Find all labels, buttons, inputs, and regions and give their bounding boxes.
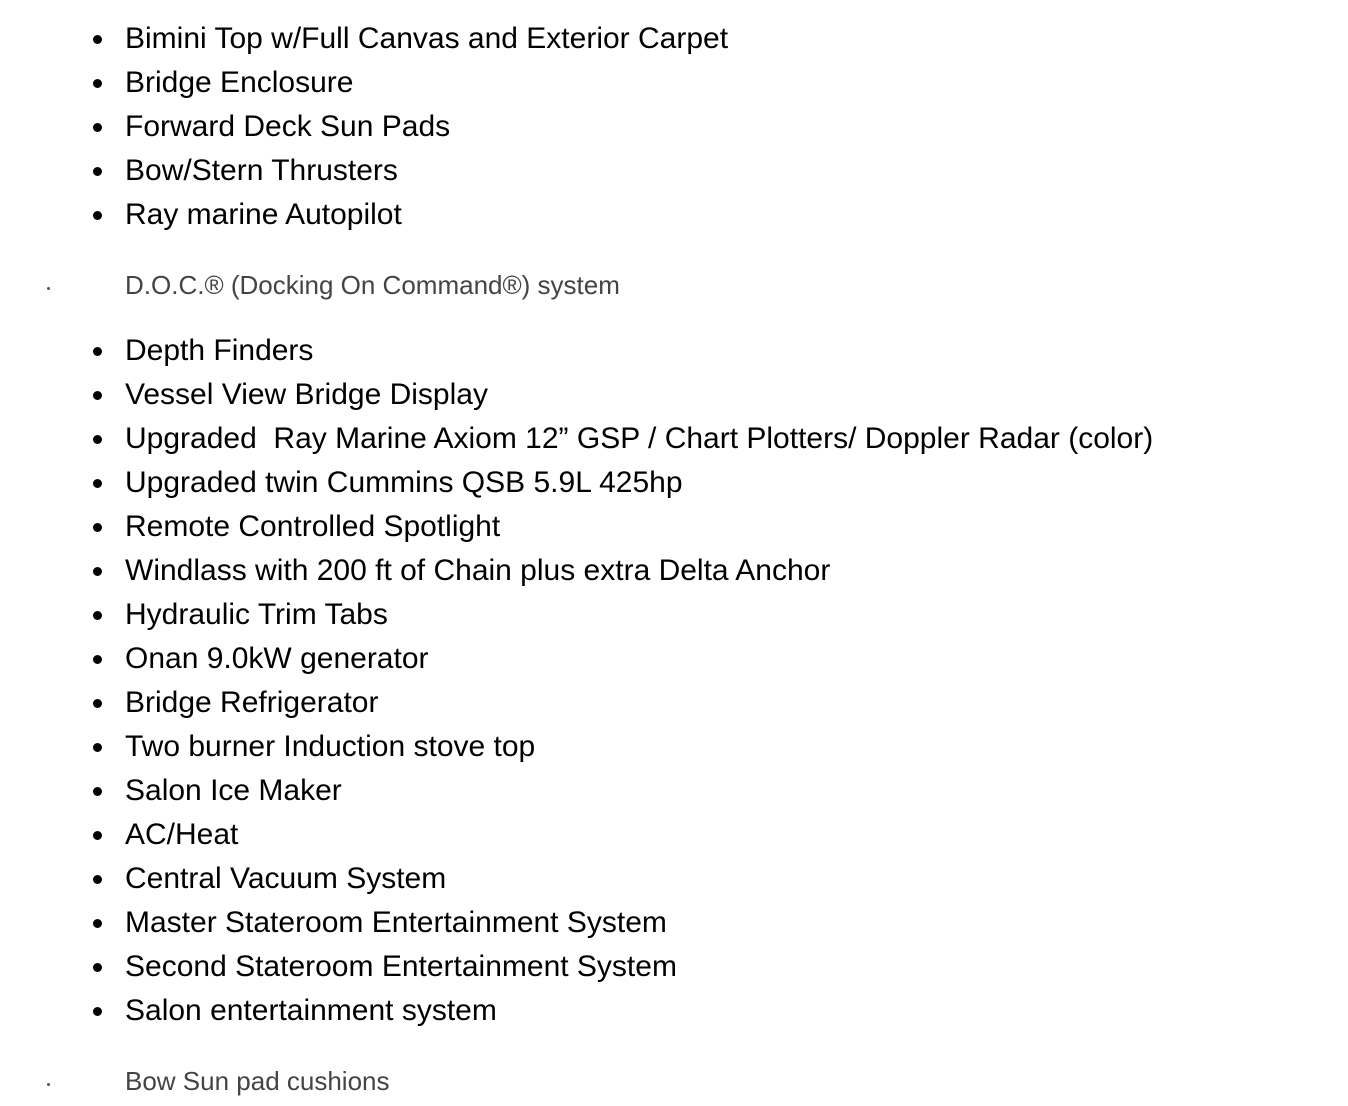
list-item: Salon Ice Maker [0, 769, 1348, 813]
bullet-icon [93, 611, 102, 620]
list-item: Hydraulic Trim Tabs [0, 593, 1348, 637]
list-item: Bimini Top w/Full Canvas and Exterior Carpet [0, 17, 1348, 61]
list-item: Bridge Refrigerator [0, 681, 1348, 725]
list-item: Salon entertainment system [0, 989, 1348, 1033]
equipment-list-top [0, 17, 1348, 237]
bullet-icon [93, 523, 102, 532]
list-item: Two burner Induction stove top [0, 725, 1348, 769]
bullet-icon [93, 831, 102, 840]
bullet-icon [93, 787, 102, 796]
list-item: Onan 9.0kW generator [0, 637, 1348, 681]
bullet-icon [93, 655, 102, 664]
list-item: Remote Controlled Spotlight [0, 505, 1348, 549]
list-item: Depth Finders [0, 329, 1348, 373]
list-item: Second Stateroom Entertainment System [0, 945, 1348, 989]
list-item: Ray marine Autopilot [0, 193, 1348, 237]
list-item: Vessel View Bridge Display [0, 373, 1348, 417]
bullet-icon [93, 567, 102, 576]
equipment-list-main [0, 329, 1348, 1033]
list-item: Forward Deck Sun Pads [0, 105, 1348, 149]
bullet-icon [93, 743, 102, 752]
bullet-icon [93, 1007, 102, 1016]
list-item: Upgraded twin Cummins QSB 5.9L 425hp [0, 461, 1348, 505]
list-item: Windlass with 200 ft of Chain plus extra Delta Anchor [0, 549, 1348, 593]
small-dot-icon [47, 1083, 50, 1086]
bullet-icon [93, 347, 102, 356]
bullet-icon [93, 875, 102, 884]
bullet-icon [93, 919, 102, 928]
bullet-icon [93, 479, 102, 488]
bullet-icon [93, 699, 102, 708]
note-line: D.O.C.® (Docking On Command®) system [0, 263, 1348, 307]
note-line: Bow Sun pad cushions [0, 1059, 1348, 1103]
list-item: Bow/Stern Thrusters [0, 149, 1348, 193]
bullet-icon [93, 391, 102, 400]
bullet-icon [93, 211, 102, 220]
bullet-icon [93, 123, 102, 132]
list-item: Upgraded Ray Marine Axiom 12” GSP / Chart Plotters/ Doppler Radar (color) [0, 417, 1348, 461]
small-dot-icon [47, 287, 50, 290]
bullet-icon [93, 167, 102, 176]
bullet-icon [93, 79, 102, 88]
bullet-icon [93, 435, 102, 444]
list-item: AC/Heat [0, 813, 1348, 857]
bullet-icon [93, 963, 102, 972]
note-bow-cushions [0, 1059, 1348, 1103]
list-item: Bridge Enclosure [0, 61, 1348, 105]
note-docking-system [0, 263, 1348, 307]
list-item: Master Stateroom Entertainment System [0, 901, 1348, 945]
list-item: Central Vacuum System [0, 857, 1348, 901]
bullet-icon [93, 35, 102, 44]
